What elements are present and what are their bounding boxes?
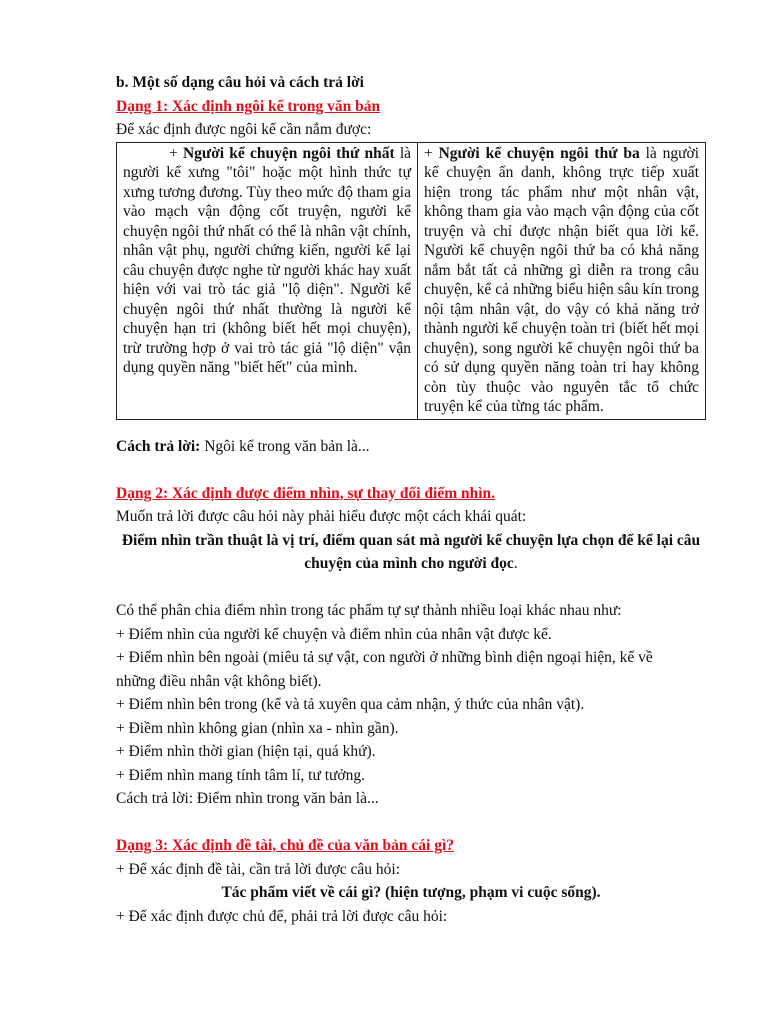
type2-list-intro: Có thể phân chia điểm nhìn trong tác phẩm tự sự thành nhiều loại khác nhau như: [116, 602, 622, 619]
document-page [116, 71, 706, 928]
first-person-paragraph [123, 144, 411, 378]
spacer [116, 576, 706, 600]
list-item: + Điểm nhìn bên ngoài (miêu tả sự vật, con người ở những bình diện ngoại hiện, kể về [116, 649, 653, 666]
third-person-cell [418, 142, 706, 419]
type3-line2: + Để xác định được chủ để, phải trả lời được câu hỏi: [116, 907, 448, 925]
type2-answer: Cách trả lời: Điểm nhìn trong văn bản là... [116, 790, 379, 807]
list-item: + Điểm nhìn mang tính tâm lí, tư tưởng. [116, 766, 365, 784]
type3-title: Dạng 3: Xác định đề tài, chủ đề của văn bản cái gì? [116, 837, 455, 854]
type3-line1: + Để xác định đề tài, cần trả lời được câu hỏi: [116, 860, 401, 878]
type1-title: Dạng 1: Xác định ngôi kể trong văn bản [116, 97, 381, 115]
list-item: những điều nhân vật không biết). [116, 672, 322, 690]
type3-question: Tác phẩm viết về cái gì? (hiện tượng, phạm vi cuộc sống). [221, 884, 601, 901]
spacer [116, 458, 706, 482]
section-heading: b. Một số dạng câu hỏi và cách trả lời [116, 74, 364, 91]
third-person-text: là người kể chuyện ẩn danh, không trực tiếp xuất hiện trong tác phẩm như một nhân vật, không tham gia vào mạch vận động của cốt truyện và chỉ được nhận biết qua lời kể. Người kể chuyện ngôi thứ ba có khả năng nắm bắt tất cả những gì diễn ra trong câu chuyện, kể cả những biểu hiện sâu kín trong nội tậm nhân vật, do vậy có khả năng trở thành người kể chuyện toàn tri (biết hết mọi chuyện), song người kể chuyện ngôi thứ ba có sử dụng quyền năng toàn tri hay không còn tùy thuộc vào nguyên tắc tổ chức truyện kể của từng tác phẩm. [424, 144, 699, 415]
type1-answer-label: Cách trả lời: [116, 437, 201, 455]
narrator-comparison-table [116, 142, 706, 420]
third-person-prefix: + [424, 144, 439, 162]
first-person-text: là người kể xưng "tôi" hoặc một hình thức tự xưng tương đương. Tùy theo mức độ tham gia vào mạch vận động cốt truyện, người kể chuyện ngôi thứ nhất có thể là nhân vật chính, nhân vật phụ, người chứng kiến, người kể lại câu chuyện được nghe từ người khác hay xuất hiện với vai trò tác giả "lộ diện". Người kể chuyện ngôi thứ nhất thường là người kể chuyện hạn tri (không biết hết mọi chuyện), trừ trường hợp ở vai trò tác giả "lộ diện" vận dụng quyền năng "biết hết" của mình. [123, 144, 412, 376]
list-item: + Điểm nhìn của người kể chuyện và điểm nhìn của nhân vật được kể. [116, 625, 552, 643]
third-person-paragraph [424, 144, 699, 417]
spacer [116, 811, 706, 835]
first-person-prefix: + [169, 144, 183, 162]
type2-title: Dạng 2: Xác định được điểm nhìn, sự thay đổi điểm nhìn. [116, 484, 496, 502]
type1-answer-text: Ngôi kể trong văn bản là... [200, 437, 370, 455]
type2-definition-end: . [513, 555, 518, 572]
list-item: + Điểm nhìn bên trong (kể và tả xuyên qua cảm nhận, ý thức của nhân vật). [116, 696, 585, 713]
third-person-term: Người kể chuyện ngôi thứ ba [438, 144, 640, 162]
type2-intro: Muốn trả lời được câu hỏi này phải hiểu được một cách khái quát: [116, 508, 527, 525]
list-item: + Điềm nhìn không gian (nhìn xa - nhìn gần). [116, 719, 399, 737]
list-item: + Điểm nhìn thời gian (hiện tại, quá khứ). [116, 743, 376, 760]
type2-definition [116, 529, 706, 576]
first-person-cell [117, 142, 418, 419]
type1-answer [116, 435, 706, 459]
table-row [117, 142, 706, 419]
type1-intro: Để xác định được ngôi kể cần nắm được: [116, 121, 372, 138]
first-person-term: Người kể chuyện ngôi thứ nhất [182, 144, 395, 162]
type2-definition-text: Điểm nhìn trần thuật là vị trí, điểm quan sát mà người kể chuyện lựa chọn để kể lại câu chuyện của mình cho người đọc [121, 531, 701, 572]
